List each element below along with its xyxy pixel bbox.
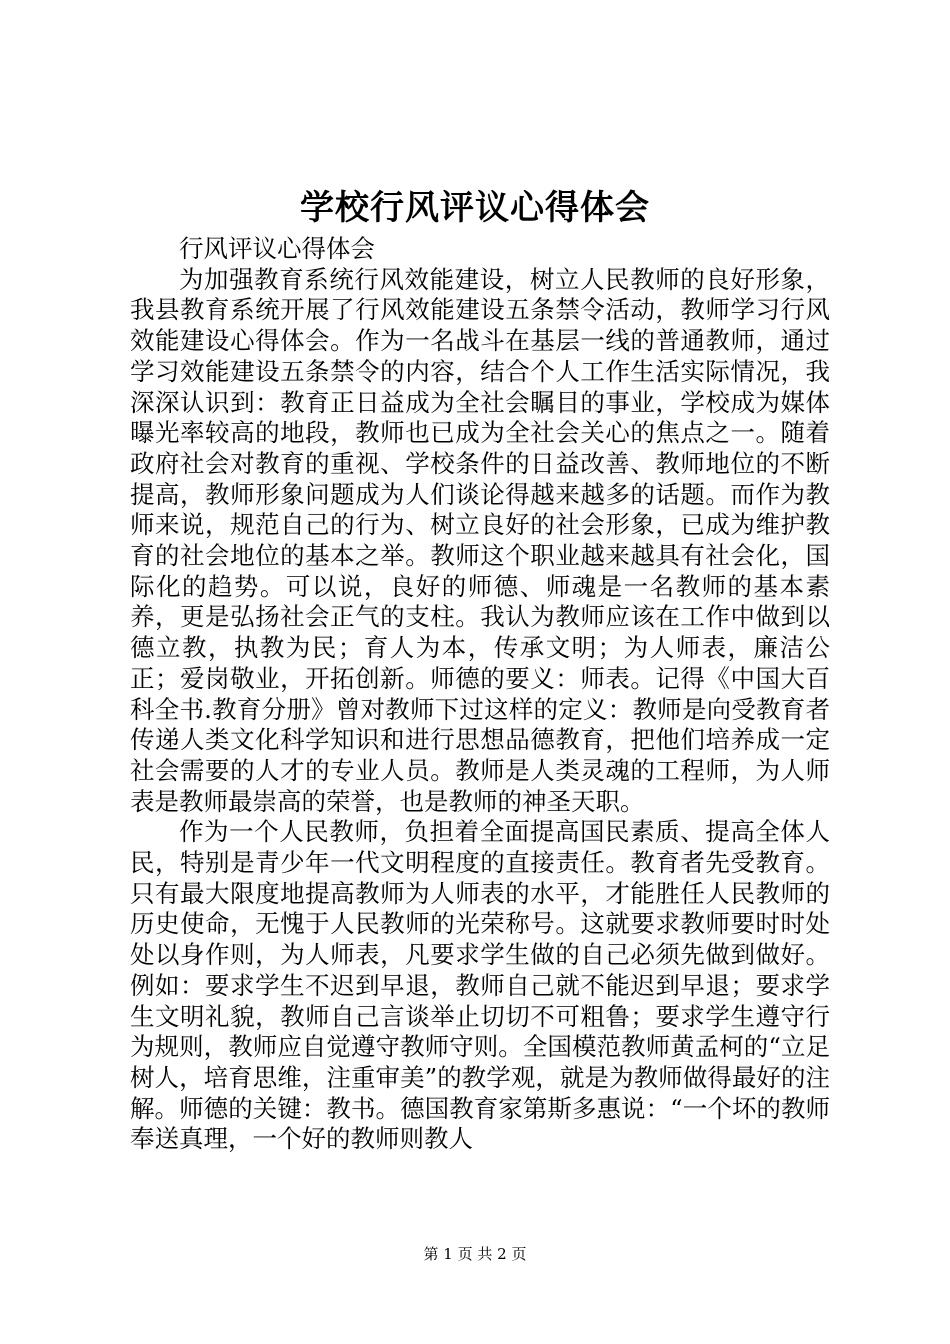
document-title: 学校行风评议心得体会 <box>300 188 650 228</box>
paragraph-subtitle: 行风评议心得体会 <box>179 234 375 263</box>
document-body <box>130 234 830 1155</box>
paragraph-2: 作为一个人民教师，负担着全面提高国民素质、提高全体人民，特别是青少年一代文明程度的直接责任。教育者先受教育。只有最大限度地提高教师为人师表的水平，才能胜任人民教师的历史使命，无愧于人民教师的光荣称号。这就要求教师要时时处处以身作则，为人师表，凡要求学生做的自己必须先做到做好。例如：要求学生不迟到早退，教师自己就不能迟到早退；要求学生文明礼貌，教师自己言谈举止切切不可粗鲁；要求学生遵守行为规则，教师应自觉遵守教师守则。全国模范教师黄孟柯的“立足树人，培育思维，注重审美”的教学观，就是为教师做得最好的注解。师德的关键：教书。德国教育家第斯多惠说：“一个坏的教师奉送真理，一个好的教师则教人 <box>130 817 830 1154</box>
paragraph-1: 为加强教育系统行风效能建设，树立人民教师的良好形象，我县教育系统开展了行风效能建设五条禁令活动，教师学习行风效能建设心得体会。作为一名战斗在基层一线的普通教师，通过学习效能建设五条禁令的内容，结合个人工作生活实际情况，我深深认识到：教育正日益成为全社会瞩目的事业，学校成为媒体曝光率较高的地段，教师也已成为全社会关心的焦点之一。随着政府社会对教育的重视、学校条件的日益改善、教师地位的不断提高，教师形象问题成为人们谈论得越来越多的话题。而作为教师来说，规范自己的行为、树立良好的社会形象，已成为维护教育的社会地位的基本之举。教师这个职业越来越具有社会化，国际化的趋势。可以说，良好的师德、师魂是一名教师的基本素养，更是弘扬社会正气的支柱。我认为教师应该在工作中做到以德立教，执教为民；育人为本，传承文明；为人师表，廉洁公正；爱岗敬业，开拓创新。师德的要义：师表。记得《中国大百科全书.教育分册》曾对教师下过这样的定义：教师是向受教育者传递人类文化科学知识和进行思想品德教育，把他们培养成一定社会需要的人才的专业人员。教师是人类灵魂的工程师，为人师表是教师最崇高的荣誉，也是教师的神圣天职。 <box>130 264 830 816</box>
page-number-footer: 第 1 页 共 2 页 <box>423 1245 527 1263</box>
